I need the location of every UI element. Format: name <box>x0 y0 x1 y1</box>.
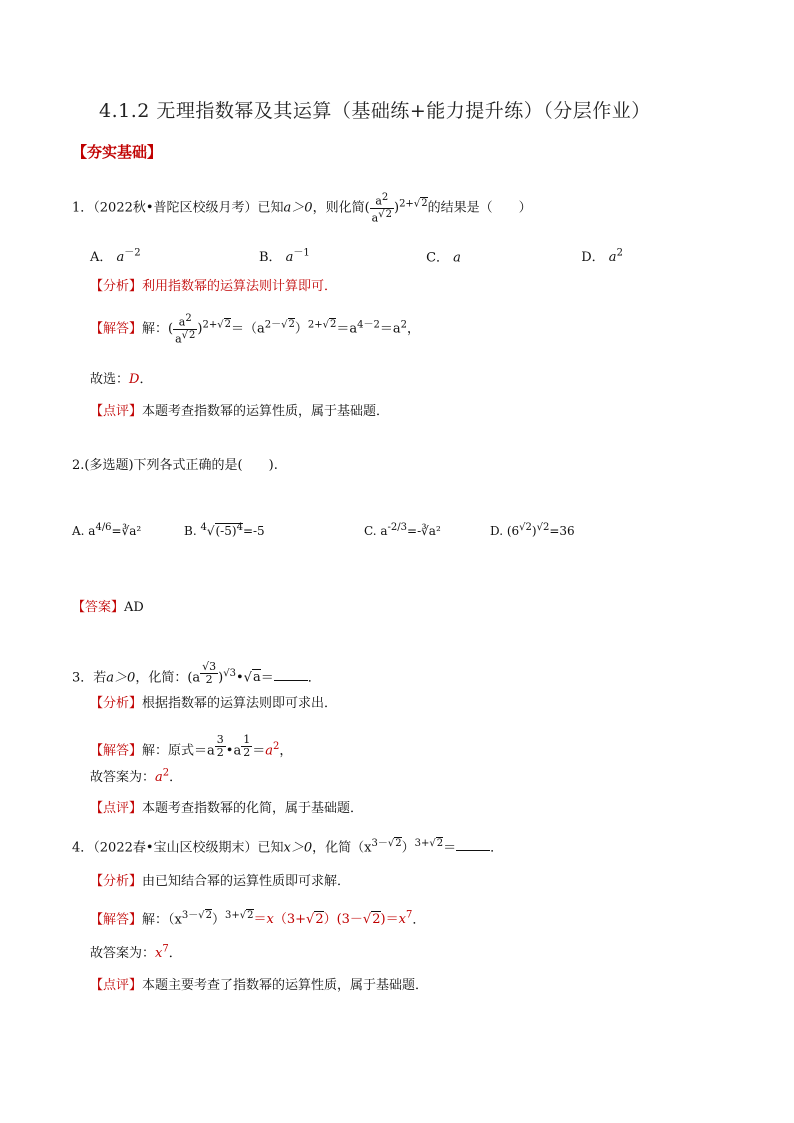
q3-comment: 【点评】本题考查指数幂的化简，属于基础题． <box>90 801 364 816</box>
question-2: 2.(多选题)下列各式正确的是( ). <box>72 458 278 473</box>
answer-blank[interactable] <box>274 668 308 681</box>
condition: a＞0 <box>283 200 313 216</box>
question-1: 1．（2022秋•普陀区校级月考）已知a＞0，则化简( $\frac{a2}{a√2}$ )$^{2+√2}$的结果是（ ） <box>72 192 532 225</box>
question-number: 1． <box>72 200 94 216</box>
q2-option-c[interactable]: C. $a^{-2/3}=-∛a^2$ <box>364 522 441 538</box>
section-heading: 【夯实基础】 <box>72 143 163 161</box>
q3-final: 故答案为：$a^2$． <box>90 767 183 785</box>
q4-analysis: 【分析】由已知结合幂的运算性质即可求解． <box>90 874 351 889</box>
question-source: （2022秋•普陀区校级月考）已知 <box>93 200 284 216</box>
fraction: $\frac{a2}{a√2}$ <box>371 192 392 225</box>
question-text-end: 的结果是（ ） <box>427 200 532 216</box>
q4-solution: 【解答】解：$(x^{3-√2})^{3+√2}=x(3+√2)(3-√2)=x^7$． <box>90 910 426 928</box>
option-a[interactable]: A． $a^{-2}$ <box>90 248 141 266</box>
q2-option-d[interactable]: D. $(6^{√2})^{√2}=36$ <box>490 522 575 538</box>
q1-solution: 【解答】解：( $\frac{a2}{a√2}$ )$^{2+√2}=(a^{2-√2})^{2+√2}=a^{4-2}=a^2$， <box>90 313 421 346</box>
page-title: 4.1.2 无理指数幂及其运算（基础练+能力提升练）（分层作业） <box>99 100 651 122</box>
q2-option-b[interactable]: B. $^4√(-5)^4=-5$ <box>184 522 265 538</box>
q2-option-a[interactable]: A. $a^{4/6}=∛a^2$ <box>72 522 142 538</box>
option-c[interactable]: C． a <box>426 250 461 266</box>
q4-final: 故答案为：$x^7$． <box>90 943 182 961</box>
question-3: 3．若a＞0，化简：(a $^{\frac{√3}{2}}$ )$^{√3}$•√a＝ ． <box>72 660 321 686</box>
q1-options <box>90 244 623 265</box>
q1-analysis: 【分析】利用指数幂的运算法则计算即可． <box>90 279 338 294</box>
question-4: 4．（2022春•宝山区校级期末）已知x＞0，化简$(x^{3-√2})^{3+√2}=$ ． <box>72 838 504 856</box>
q3-analysis: 【分析】根据指数幂的运算法则即可求出． <box>90 696 338 711</box>
q3-solution: 【解答】解：原式＝a $^{\frac{3}{2}}$ •a $^{\frac{1}{2}}$ $=a^2$， <box>90 733 293 759</box>
option-d[interactable]: D． $a^2$ <box>581 248 623 266</box>
option-b[interactable]: B． $a^{-1}$ <box>258 248 310 266</box>
answer-blank[interactable] <box>456 838 490 851</box>
q1-comment: 【点评】本题考查指数幂的运算性质，属于基础题． <box>90 404 390 419</box>
question-text: ，则化简 <box>312 200 365 216</box>
q4-comment: 【点评】本题主要考查了指数幂的运算性质，属于基础题． <box>90 978 429 993</box>
q1-choice: 故选：D． <box>90 372 153 387</box>
q2-answer: 【答案】AD <box>72 600 144 615</box>
